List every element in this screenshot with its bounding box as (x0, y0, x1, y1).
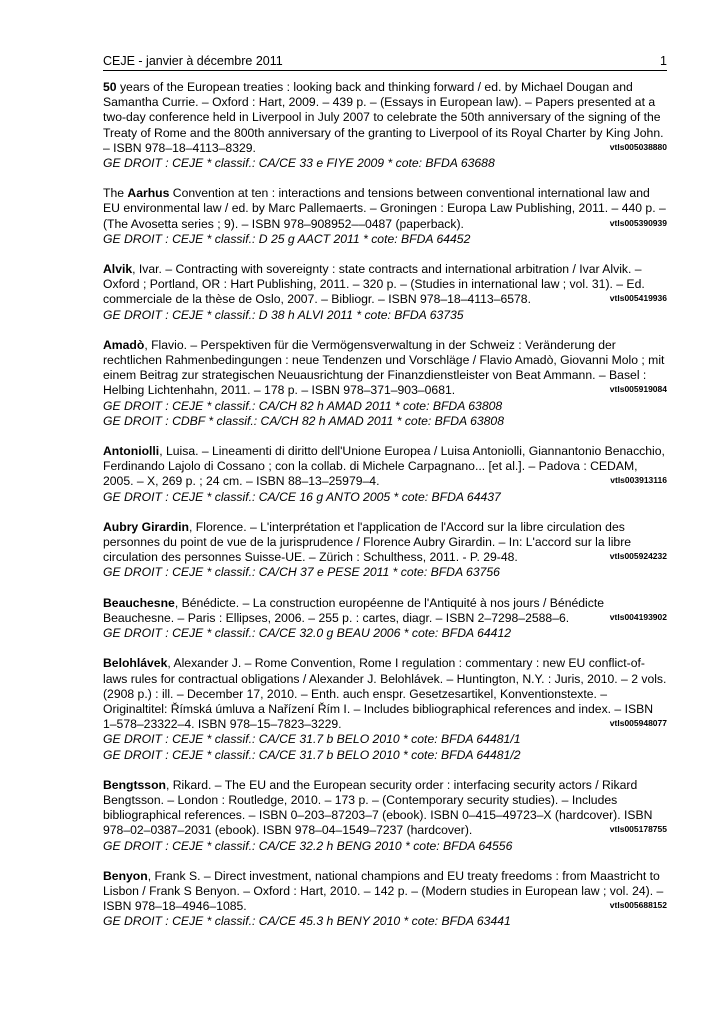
entry-text: Convention at ten : interactions and tensions between conventional international law and EU environmental law / ed. by Marc Pallemaerts. – Groningen : Europa Law Publishing, 2011. – 440 p. – (The Avosetta series ; 9). – ISBN 978–908952––0487 (paperback). (103, 186, 666, 231)
entry-description (103, 80, 667, 156)
header-title: CEJE - janvier à décembre 2011 (103, 54, 283, 68)
entry-description (103, 869, 667, 915)
bibliography-entry (103, 520, 667, 581)
entry-location: GE DROIT : CEJE * classif.: CA/CE 16 g ANTO 2005 * cote: BFDA 64437 (103, 489, 501, 504)
entry-location: GE DROIT : CEJE * classif.: CA/CE 31.7 b BELO 2010 * cote: BFDA 64481/2 (103, 747, 521, 762)
entry-location: GE DROIT : CEJE * classif.: CA/CH 82 h AMAD 2011 * cote: BFDA 63808 (103, 398, 503, 413)
bibliography-entry (103, 186, 667, 247)
entry-vtls-id: vtls004193902 (609, 611, 667, 622)
entry-description (103, 520, 667, 566)
bibliography-list (103, 80, 667, 945)
entry-text: , Bénédicte. – La construction européenne de l'Antiquité à nos jours / Bénédicte Beauchesne. – Paris : Ellipses, 2006. – 255 p. : cartes, diagr. – ISBN 2–7298–2588–6. (103, 595, 604, 625)
entry-text: , Frank S. – Direct investment, national champions and EU treaty freedoms : from Maastricht to Lisbon / Frank S Benyon. – Oxford : Hart, 2010. – 142 p. – (Modern studies in European law ; vol. 24). – ISBN 978–18–4946–1085. (103, 868, 664, 914)
entry-author: Amadò (103, 337, 145, 352)
entry-text: , Ivar. – Contracting with sovereignty : state contracts and international arbitration / Ivar Alvik. – Oxford ; Portland, OR : Hart Publishing, 2011. – 320 p. – (Studies in international law ; vol. 31). – Ed. commerciale de la thèse de Oslo, 2007. – Bibliogr. – ISBN 978–18–4113–6578. (103, 262, 645, 307)
bibliography-entry (103, 596, 667, 642)
entry-author: Beauchesne (103, 595, 175, 610)
entry-description (103, 338, 667, 399)
entry-location: GE DROIT : CEJE * classif.: CA/CH 37 e PESE 2011 * cote: BFDA 63756 (103, 565, 500, 580)
bibliography-entry (103, 262, 667, 323)
bibliography-entry (103, 656, 667, 762)
page-header (103, 52, 667, 71)
entry-author: 50 (103, 80, 117, 94)
entry-text: , Rikard. – The EU and the European security order : interfacing security actors / Rikard Bengtsson. – London : Routledge, 2010. – 173 p. – (Contemporary security studies). – Includes bibliographical references. – ISBN 0–203–87203–7 (ebook). ISBN 0–415–49723–X (hardcover). ISBN 978–02–0387–2031 (ebook). ISBN 978–04–1549–7237 (hardcover). (103, 777, 653, 838)
entry-vtls-id: vtls005419936 (609, 293, 667, 304)
entry-description (103, 444, 667, 490)
bibliography-entry (103, 80, 667, 171)
entry-author: Aubry Girardin (103, 519, 190, 534)
entry-location: GE DROIT : CEJE * classif.: D 38 h ALVI 2011 * cote: BFDA 63735 (103, 307, 464, 322)
entry-vtls-id: vtls005919084 (609, 384, 667, 395)
entry-vtls-id: vtls003913116 (610, 475, 667, 486)
entry-author: Antoniolli (103, 444, 160, 459)
entry-author: Aarhus (127, 186, 170, 201)
entry-vtls-id: vtls005390939 (609, 217, 667, 228)
entry-author: Bengtsson (103, 777, 166, 792)
entry-description (103, 596, 667, 626)
entry-location: GE DROIT : CEJE * classif.: CA/CE 31.7 b BELO 2010 * cote: BFDA 64481/1 (103, 732, 521, 747)
entry-location: GE DROIT : CEJE * classif.: CA/CE 32.0 g BEAU 2006 * cote: BFDA 64412 (103, 626, 511, 641)
bibliography-entry (103, 869, 667, 930)
bibliography-entry (103, 338, 667, 429)
entry-text: , Florence. – L'interprétation et l'application de l'Accord sur la libre circulation des personnes du point de vue de la jurisprudence / Florence Aubry Girardin. – In: L'accord sur la libre circulation des personnes Suisse-UE. – Zürich : Schulthess, 2011. - P. 29-48. (103, 519, 632, 565)
entry-author: Benyon (103, 868, 148, 883)
entry-text: , Flavio. – Perspektiven für die Vermögensverwaltung in der Schweiz : Veränderung der rechtlichen Rahmenbedingungen : neue Tendenzen und Vorschläge / Flavio Amadò, Giovanni Molo ; mit einem Beitrag zur strategischen Neuausrichtung der Finanzdienstleister von Beat Ammann. – Basel : Helbing Lichtenhahn, 2011. – 178 p. – ISBN 978–371–903–0681. (103, 337, 665, 398)
entry-description (103, 656, 667, 732)
page-number: 1 (660, 54, 667, 68)
entry-prefix: The (103, 186, 128, 201)
entry-vtls-id: vtls005038880 (609, 141, 667, 152)
entry-author: Alvik (103, 262, 133, 277)
entry-vtls-id: vtls005924232 (609, 551, 667, 562)
entry-location: GE DROIT : CEJE * classif.: CA/CE 45.3 h BENY 2010 * cote: BFDA 63441 (103, 914, 511, 929)
bibliography-entry (103, 778, 667, 854)
entry-author: Belohlávek (103, 656, 168, 671)
entry-description (103, 778, 667, 839)
entry-description (103, 186, 667, 232)
entry-description (103, 262, 667, 308)
entry-text: , Luisa. – Lineamenti di diritto dell'Unione Europea / Luisa Antoniolli, Giannantonio Benacchio, Ferdinando Lajolo di Cossano ; con la collab. di Michele Carpagnano... [et al.]. – Padova : CEDAM, 2005. – X, 269 p. ; 24 cm. – ISBN 88–13–25979–4. (103, 444, 665, 489)
entry-vtls-id: vtls005948077 (609, 718, 667, 729)
bibliography-entry (103, 444, 667, 505)
entry-location: GE DROIT : CEJE * classif.: D 25 g AACT 2011 * cote: BFDA 64452 (103, 231, 471, 246)
entry-location: GE DROIT : CEJE * classif.: CA/CE 33 e FIYE 2009 * cote: BFDA 63688 (103, 156, 495, 171)
entry-vtls-id: vtls005688152 (609, 900, 667, 911)
entry-location: GE DROIT : CEJE * classif.: CA/CE 32.2 h BENG 2010 * cote: BFDA 64556 (103, 838, 513, 853)
entry-vtls-id: vtls005178755 (609, 824, 667, 835)
entry-location: GE DROIT : CDBF * classif.: CA/CH 82 h AMAD 2011 * cote: BFDA 63808 (103, 413, 504, 428)
entry-text: , Alexander J. – Rome Convention, Rome I regulation : commentary : new EU conflict-of-laws rules for contractual obligations / Alexander J. Belohlávek. – Huntington, N.Y. : Juris, 2010. – 2 vols. (2908 p.) : ill. – December 17, 2010. – Enth. auch enspr. Gesetzesartikel, Konventionstexte. – Originaltitel: Římská úmluva a Nařízení Řím I. – Includes bibliographical references and index. – ISBN 1–578–23322–4. ISBN 978–15–7823–3229. (103, 656, 667, 732)
entry-text: years of the European treaties : looking back and thinking forward / ed. by Michael Dougan and Samantha Currie. – Oxford : Hart, 2009. – 439 p. – (Essays in European law). – Papers presented at a two-day conference held in Liverpool in July 2007 to celebrate the 50th anniversary of the signing of the Treaty of Rome and the 800th anniversary of the granting to Liverpool of its Royal Charter by King John. – ISBN 978–18–4113–8329. (103, 80, 664, 155)
